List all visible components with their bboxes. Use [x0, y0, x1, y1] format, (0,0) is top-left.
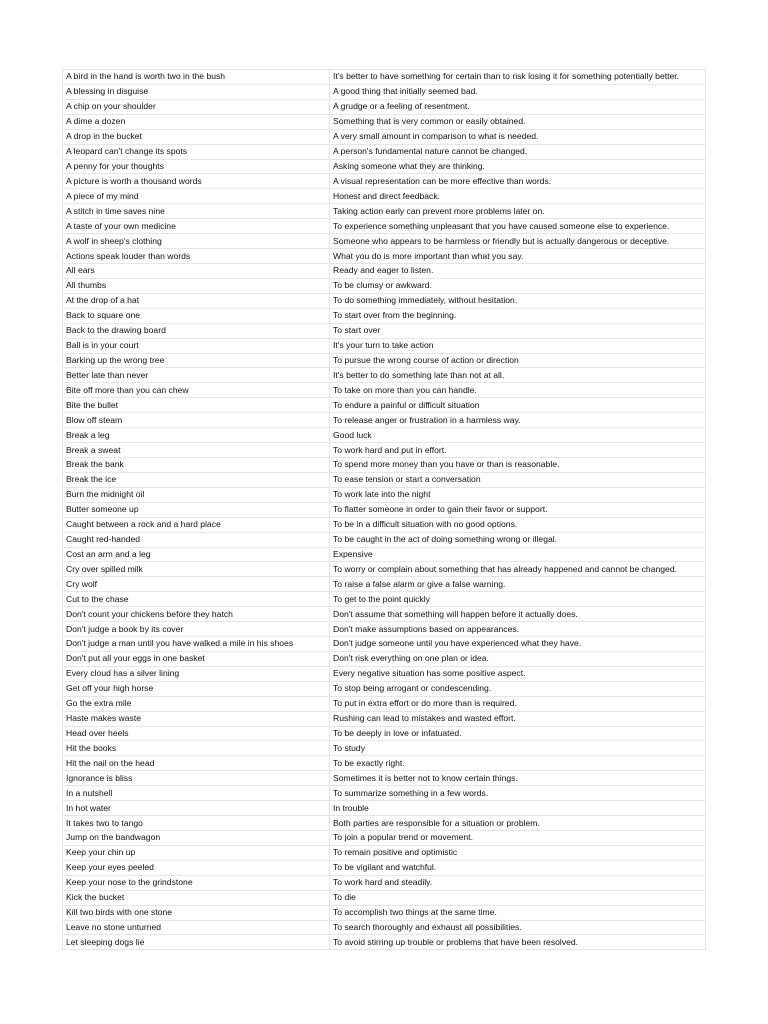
meaning-cell: To avoid stirring up trouble or problems that have been resolved. [330, 935, 706, 950]
meaning-cell: What you do is more important than what you say. [330, 249, 706, 264]
idiom-cell: A drop in the bucket [63, 129, 330, 144]
idiom-cell: All ears [63, 263, 330, 278]
table-row [63, 159, 706, 174]
meaning-cell: To accomplish two things at the same time. [330, 905, 706, 920]
table-row [63, 189, 706, 204]
table-row [63, 786, 706, 801]
idiom-cell: Let sleeping dogs lie [63, 935, 330, 950]
meaning-cell: A grudge or a feeling of resentment. [330, 99, 706, 114]
meaning-cell: To be in a difficult situation with no good options. [330, 517, 706, 532]
idiom-cell: Get off your high horse [63, 681, 330, 696]
meaning-cell: Ready and eager to listen. [330, 263, 706, 278]
meaning-cell: To raise a false alarm or give a false warning. [330, 577, 706, 592]
meaning-cell: Don't assume that something will happen before it actually does. [330, 607, 706, 622]
table-row [63, 84, 706, 99]
meaning-cell: To work late into the night [330, 487, 706, 502]
meaning-cell: To be vigilant and watchful. [330, 860, 706, 875]
idiom-cell: It takes two to tango [63, 816, 330, 831]
idiom-cell: Don't judge a man until you have walked a mile in his shoes [63, 637, 330, 652]
idiom-cell: Butter someone up [63, 502, 330, 517]
meaning-cell: To start over [330, 323, 706, 338]
idiom-cell: Blow off steam [63, 413, 330, 428]
meaning-cell: To stop being arrogant or condescending. [330, 681, 706, 696]
idiom-cell: A picture is worth a thousand words [63, 174, 330, 189]
table-row [63, 681, 706, 696]
meaning-cell: Rushing can lead to mistakes and wasted effort. [330, 711, 706, 726]
meaning-cell: To work hard and steadily. [330, 875, 706, 890]
meaning-cell: To take on more than you can handle. [330, 383, 706, 398]
idiom-cell: Every cloud has a silver lining [63, 666, 330, 681]
meaning-cell: To do something immediately, without hesitation. [330, 293, 706, 308]
meaning-cell: It's your turn to take action [330, 338, 706, 353]
idiom-cell: A dime a dozen [63, 114, 330, 129]
idiom-cell: Burn the midnight oil [63, 487, 330, 502]
meaning-cell: To join a popular trend or movement. [330, 831, 706, 846]
meaning-cell: Don't risk everything on one plan or idea. [330, 651, 706, 666]
meaning-cell: Honest and direct feedback. [330, 189, 706, 204]
meaning-cell: To work hard and put in effort. [330, 443, 706, 458]
idiom-cell: A piece of my mind [63, 189, 330, 204]
idiom-cell: Back to square one [63, 308, 330, 323]
meaning-cell: To get to the point quickly [330, 592, 706, 607]
table-row [63, 801, 706, 816]
meaning-cell: It's better to do something late than not at all. [330, 368, 706, 383]
idiom-cell: At the drop of a hat [63, 293, 330, 308]
meaning-cell: To be clumsy or awkward. [330, 278, 706, 293]
table-row [63, 637, 706, 652]
table-row [63, 487, 706, 502]
meaning-cell: To spend more money than you have or than is reasonable. [330, 457, 706, 472]
table-row [63, 666, 706, 681]
meaning-cell: Don't make assumptions based on appearances. [330, 622, 706, 637]
table-row [63, 532, 706, 547]
meaning-cell: In trouble [330, 801, 706, 816]
table-row [63, 174, 706, 189]
table-row [63, 831, 706, 846]
meaning-cell: Every negative situation has some positive aspect. [330, 666, 706, 681]
idiom-cell: In hot water [63, 801, 330, 816]
meaning-cell: To put in extra effort or do more than is required. [330, 696, 706, 711]
idiom-cell: Keep your nose to the grindstone [63, 875, 330, 890]
table-row [63, 741, 706, 756]
meaning-cell: To die [330, 890, 706, 905]
idiom-cell: Ignorance is bliss [63, 771, 330, 786]
idiom-cell: Head over heels [63, 726, 330, 741]
table-row [63, 144, 706, 159]
meaning-cell: Something that is very common or easily obtained. [330, 114, 706, 129]
table-row [63, 457, 706, 472]
table-row [63, 368, 706, 383]
meaning-cell: Expensive [330, 547, 706, 562]
table-row [63, 860, 706, 875]
idiom-cell: Cry wolf [63, 577, 330, 592]
table-row [63, 219, 706, 234]
table-row [63, 338, 706, 353]
idiom-cell: Ball is in your court [63, 338, 330, 353]
idiom-cell: Don't judge a book by its cover [63, 622, 330, 637]
idiom-cell: A wolf in sheep's clothing [63, 234, 330, 249]
meaning-cell: To ease tension or start a conversation [330, 472, 706, 487]
idiom-cell: Don't put all your eggs in one basket [63, 651, 330, 666]
idiom-cell: Better late than never [63, 368, 330, 383]
idiom-cell: Don't count your chickens before they hatch [63, 607, 330, 622]
table-row [63, 70, 706, 85]
table-row [63, 99, 706, 114]
meaning-cell: To summarize something in a few words. [330, 786, 706, 801]
idiom-cell: Break a sweat [63, 443, 330, 458]
meaning-cell: To search thoroughly and exhaust all possibilities. [330, 920, 706, 935]
table-row [63, 905, 706, 920]
meaning-cell: A very small amount in comparison to what is needed. [330, 129, 706, 144]
meaning-cell: To be deeply in love or infatuated. [330, 726, 706, 741]
idiom-cell: A leopard can't change its spots [63, 144, 330, 159]
table-row [63, 293, 706, 308]
meaning-cell: Sometimes it is better not to know certain things. [330, 771, 706, 786]
table-row [63, 816, 706, 831]
idiom-cell: Jump on the bandwagon [63, 831, 330, 846]
table-row [63, 651, 706, 666]
meaning-cell: To remain positive and optimistic [330, 845, 706, 860]
idiom-cell: Barking up the wrong tree [63, 353, 330, 368]
table-row [63, 726, 706, 741]
idiom-cell: A penny for your thoughts [63, 159, 330, 174]
table-row [63, 428, 706, 443]
idiom-cell: A stitch in time saves nine [63, 204, 330, 219]
table-row [63, 756, 706, 771]
table-row [63, 622, 706, 637]
table-row [63, 607, 706, 622]
meaning-cell: To experience something unpleasant that you have caused someone else to experience. [330, 219, 706, 234]
table-row [63, 234, 706, 249]
table-row [63, 920, 706, 935]
idiom-cell: Haste makes waste [63, 711, 330, 726]
table-row [63, 114, 706, 129]
idiom-cell: Cost an arm and a leg [63, 547, 330, 562]
meaning-cell: Taking action early can prevent more problems later on. [330, 204, 706, 219]
table-row [63, 129, 706, 144]
table-row [63, 443, 706, 458]
table-row [63, 771, 706, 786]
table-row [63, 249, 706, 264]
table-row [63, 323, 706, 338]
table-row [63, 845, 706, 860]
table-row [63, 204, 706, 219]
table-row [63, 577, 706, 592]
table-row [63, 875, 706, 890]
meaning-cell: To be caught in the act of doing something wrong or illegal. [330, 532, 706, 547]
meaning-cell: To be exactly right. [330, 756, 706, 771]
idiom-cell: Bite the bullet [63, 398, 330, 413]
idiom-cell: Break the bank [63, 457, 330, 472]
idiom-cell: Break a leg [63, 428, 330, 443]
idiom-cell: Go the extra mile [63, 696, 330, 711]
idiom-cell: All thumbs [63, 278, 330, 293]
idiom-cell: Cut to the chase [63, 592, 330, 607]
meaning-cell: To release anger or frustration in a harmless way. [330, 413, 706, 428]
idiom-cell: Leave no stone unturned [63, 920, 330, 935]
meaning-cell: A visual representation can be more effective than words. [330, 174, 706, 189]
table-row [63, 383, 706, 398]
table-row [63, 353, 706, 368]
idiom-cell: A blessing in disguise [63, 84, 330, 99]
idiom-cell: In a nutshell [63, 786, 330, 801]
table-row [63, 502, 706, 517]
table-row [63, 890, 706, 905]
idiom-cell: Kick the bucket [63, 890, 330, 905]
table-row [63, 517, 706, 532]
idiom-cell: Caught between a rock and a hard place [63, 517, 330, 532]
meaning-cell: Good luck [330, 428, 706, 443]
idiom-cell: Actions speak louder than words [63, 249, 330, 264]
idiom-cell: Hit the nail on the head [63, 756, 330, 771]
meaning-cell: To start over from the beginning. [330, 308, 706, 323]
table-row [63, 413, 706, 428]
meaning-cell: A good thing that initially seemed bad. [330, 84, 706, 99]
meaning-cell: To flatter someone in order to gain their favor or support. [330, 502, 706, 517]
meaning-cell: To endure a painful or difficult situation [330, 398, 706, 413]
meaning-cell: Both parties are responsible for a situation or problem. [330, 816, 706, 831]
idiom-cell: A taste of your own medicine [63, 219, 330, 234]
table-row [63, 472, 706, 487]
table-row [63, 278, 706, 293]
idiom-cell: Keep your chin up [63, 845, 330, 860]
meaning-cell: A person's fundamental nature cannot be changed. [330, 144, 706, 159]
table-row [63, 308, 706, 323]
idiom-cell: A bird in the hand is worth two in the bush [63, 70, 330, 85]
table-row [63, 562, 706, 577]
meaning-cell: To study [330, 741, 706, 756]
meaning-cell: It's better to have something for certain than to risk losing it for something potentially better. [330, 70, 706, 85]
idioms-table-body [63, 70, 706, 950]
meaning-cell: Don't judge someone until you have experienced what they have. [330, 637, 706, 652]
idiom-cell: Bite off more than you can chew [63, 383, 330, 398]
idiom-cell: Break the ice [63, 472, 330, 487]
meaning-cell: Someone who appears to be harmless or friendly but is actually dangerous or deceptive. [330, 234, 706, 249]
meaning-cell: Asking someone what they are thinking. [330, 159, 706, 174]
meaning-cell: To pursue the wrong course of action or direction [330, 353, 706, 368]
idiom-cell: Hit the books [63, 741, 330, 756]
table-row [63, 398, 706, 413]
table-row [63, 696, 706, 711]
table-row [63, 263, 706, 278]
idiom-cell: Back to the drawing board [63, 323, 330, 338]
idiom-cell: Keep your eyes peeled [63, 860, 330, 875]
table-row [63, 592, 706, 607]
idiom-cell: A chip on your shoulder [63, 99, 330, 114]
idioms-table [62, 69, 706, 950]
idiom-cell: Caught red-handed [63, 532, 330, 547]
table-row [63, 711, 706, 726]
table-row [63, 547, 706, 562]
idiom-cell: Kill two birds with one stone [63, 905, 330, 920]
meaning-cell: To worry or complain about something that has already happened and cannot be changed. [330, 562, 706, 577]
table-row [63, 935, 706, 950]
idiom-cell: Cry over spilled milk [63, 562, 330, 577]
